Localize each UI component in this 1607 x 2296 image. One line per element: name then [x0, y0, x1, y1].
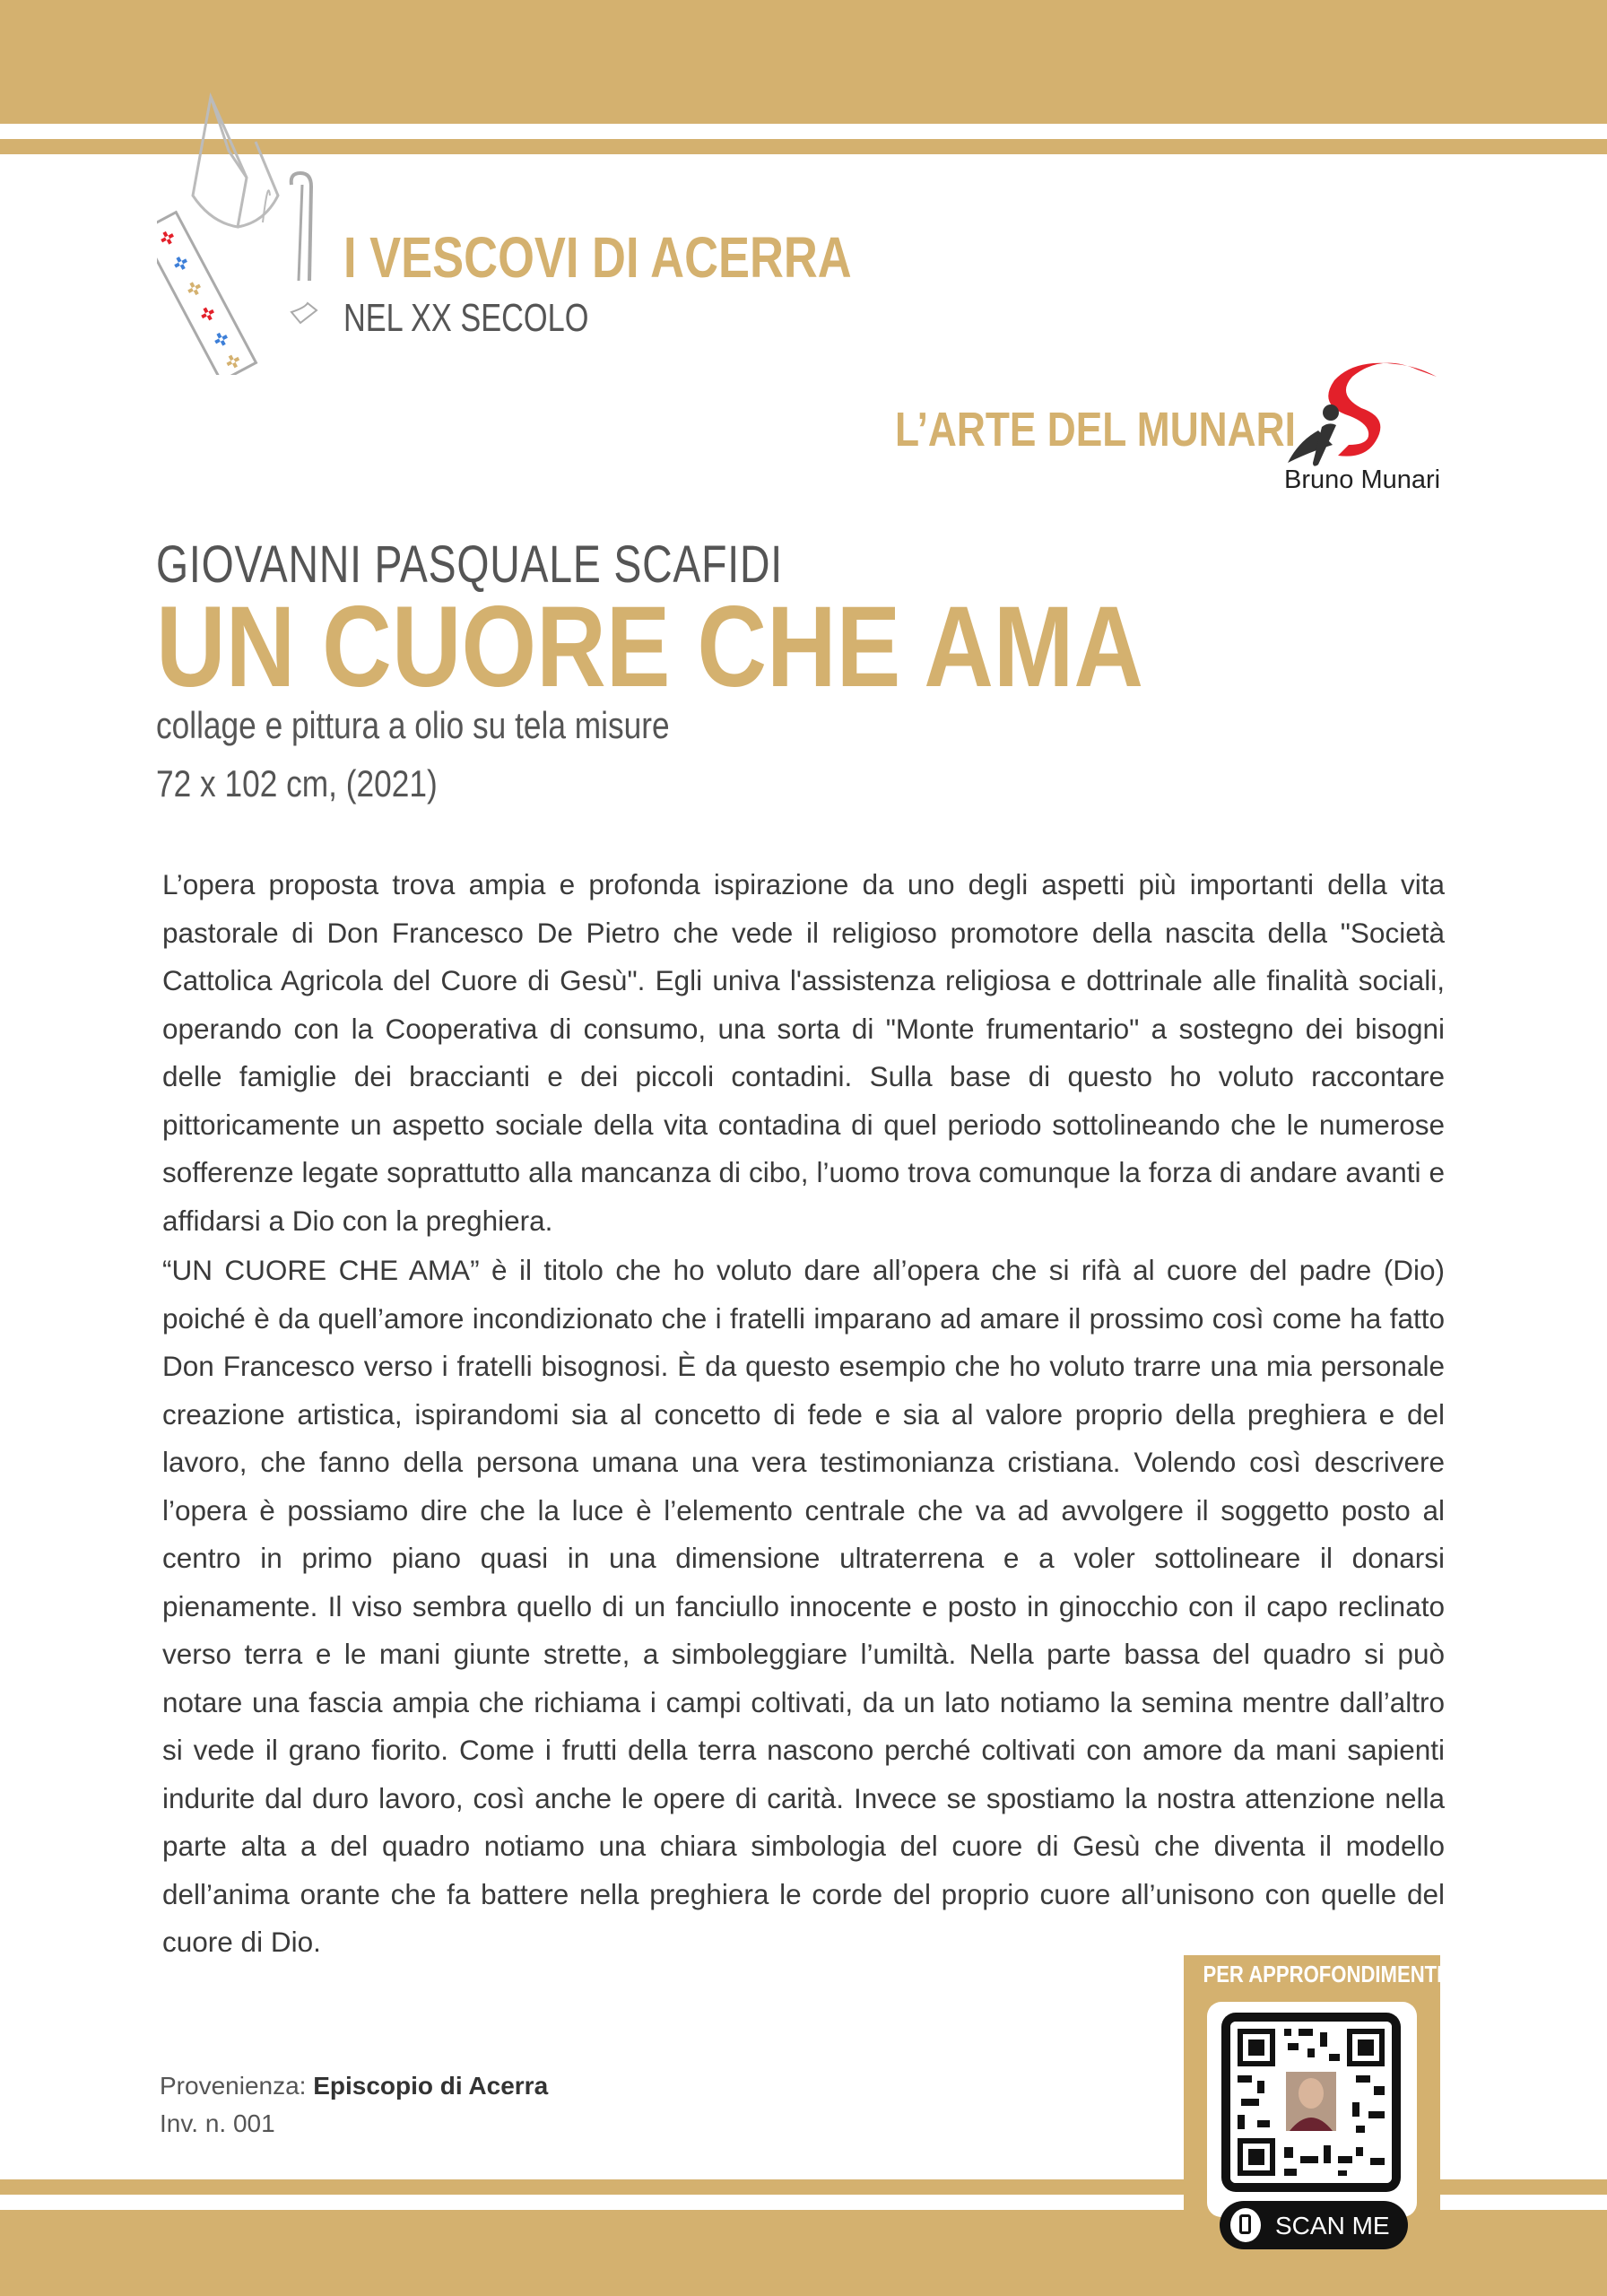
qr-caption: PER APPROFONDIMENTI	[1203, 1961, 1443, 1987]
inventory-number: Inv. n. 001	[160, 2109, 275, 2137]
svg-text:✜: ✜	[157, 226, 179, 252]
munari-logo-text: Bruno Munari	[1284, 465, 1441, 494]
series-subtitle: NEL XX SECOLO	[343, 296, 589, 340]
scan-me-label: SCAN ME	[1275, 2212, 1390, 2239]
artwork-technique: collage e pittura a olio su tela misure	[156, 704, 670, 746]
section-label: L’ARTE DEL MUNARI	[895, 403, 1296, 457]
bruno-munari-logo	[1282, 359, 1453, 475]
artist-name: GIOVANNI PASQUALE SCAFIDI	[156, 535, 783, 594]
phone-icon	[1230, 2208, 1261, 2242]
svg-text:✜: ✜	[196, 302, 220, 327]
description-paragraph-2: “UN CUORE CHE AMA” è il titolo che ho voluto dare all’opera che si rifà al cuore del padre (Dio) poiché è da quell’amore incondizionato che i fratelli imparano ad amare il prossimo così come ha fatto Don Francesco verso i fratelli bisognosi. È da questo esempio che ho voluto trarre una mia personale creazione artistica, ispirandomi sia al concetto di fede e sia al valore proprio della preghiera e del lavoro, che fanno della persona umana una vera testimonianza cristiana. Volendo così descrivere l’opera è possiamo dire che la luce è l’elemento centrale che va ad avvolgere il soggetto posto al centro in primo piano quasi in una dimensione ultraterrena e a voler sottolineare il donarsi pienamente. Il viso sembra quello di un fanciullo innocente e posto in ginocchio con il capo reclinato verso terra e le mani giunte strette, a simboleggiare l’umiltà. Nella parte bassa del quadro si può notare una fascia ampia che richiama i campi coltivati, da un lato notiamo la semina mentre dall’altro si vede il grano fiorito. Come i frutti della terra nascono perché coltivati con amore da mani sapienti indurite dal duro lavoro, così anche le opere di carità. Invece se spostiamo la nostra attenzione nella parte alta a del quadro notiamo una chiara simbologia del cuore di Gesù che diventa il modello dell’anima orante che fa battere nella preghiera le corde del proprio cuore all’unisono con quelle del cuore di Dio.	[162, 1254, 1445, 1958]
qr-code[interactable]	[1230, 2022, 1392, 2183]
svg-text:✜: ✜	[210, 327, 233, 353]
svg-text:✜: ✜	[222, 350, 245, 375]
svg-text:✜: ✜	[169, 252, 193, 277]
bishop-mitre-logo	[157, 88, 327, 375]
provenance	[160, 2072, 548, 2100]
series-title: I VESCOVI DI ACERRA	[343, 225, 852, 290]
provenance-label: Provenienza:	[160, 2072, 307, 2100]
description-paragraph-1: L’opera proposta trova ampia e profonda ispirazione da uno degli aspetti più importanti della vita pastorale di Don Francesco De Pietro che vede il religioso promotore della nascita della "Società Cattolica Agricola del Cuore di Gesù". Egli univa l'assistenza religiosa e dottrinale alle finalità sociali, operando con la Cooperativa di consumo, una sorta di "Monte frumentario" a sostegno dei bisogni delle famiglie dei braccianti e dei piccoli contadini. Sulla base di questo ho voluto raccontare pittoricamente un aspetto sociale della vita contadina di quel periodo sottolineando che le numerose sofferenze legate soprattutto alla mancanza di cibo, l’uomo trova comunque la forza di andare avanti e affidarsi a Dio con la preghiera.	[162, 868, 1445, 1237]
artwork-title: UN CUORE CHE AMA	[156, 583, 1144, 711]
provenance-value: Episcopio di Acerra	[313, 2072, 549, 2100]
artwork-dimensions: 72 x 102 cm, (2021)	[156, 762, 438, 804]
svg-text:✜: ✜	[183, 277, 206, 302]
